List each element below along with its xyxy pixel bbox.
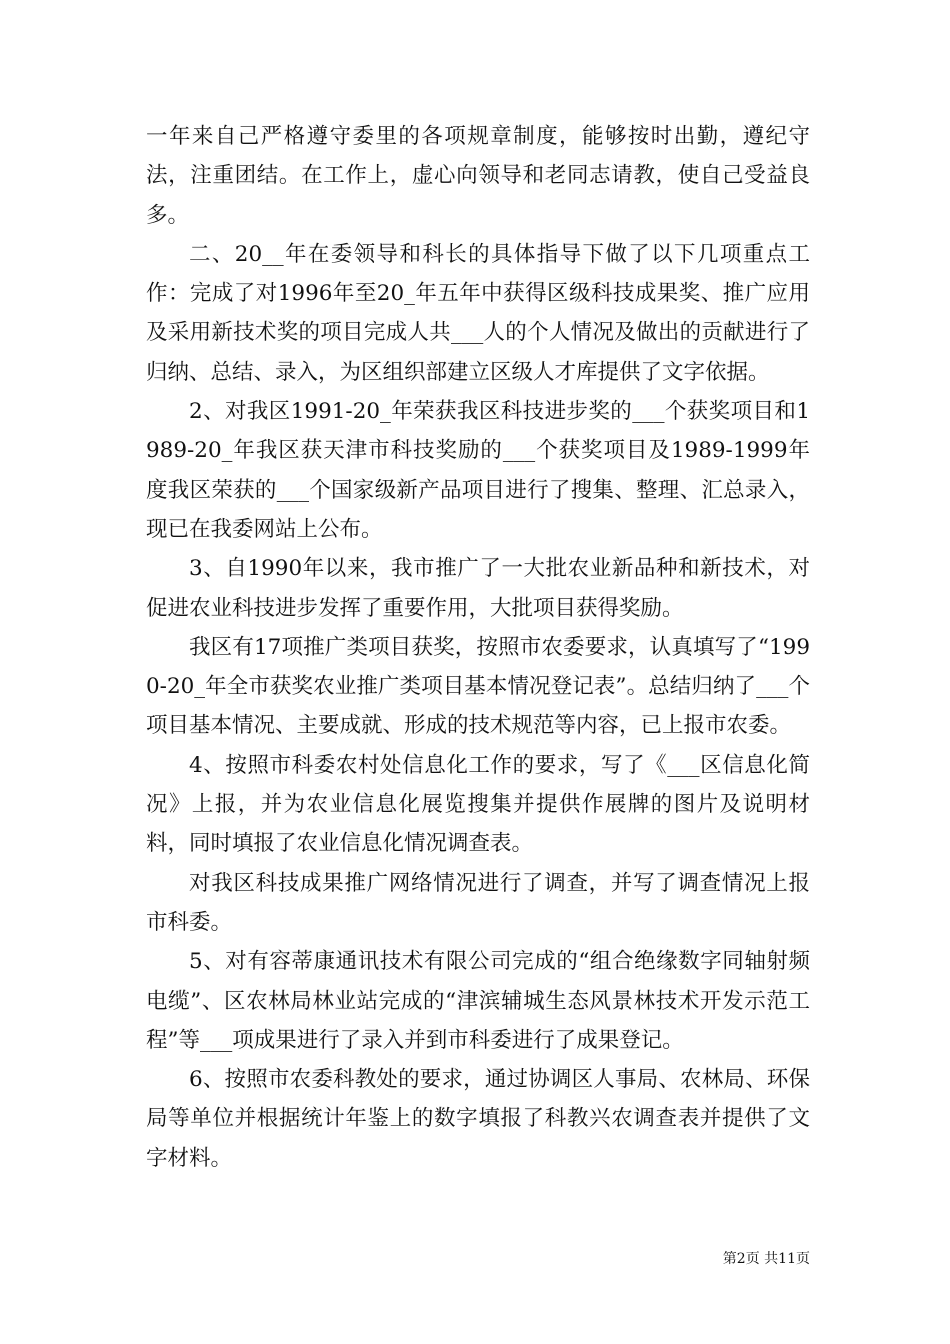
paragraph-3: 2、对我区1991-20_年荣获我区科技进步奖的___个获奖项目和1989-20_年我区获天津市科技奖励的___个获奖项目及1989-1999年度我区荣获的___个国家级新产品项目进行了搜集、整理、汇总录入，现已在我委网站上公布。	[146, 399, 810, 542]
footer-middle: 页 共	[745, 1251, 779, 1267]
paragraph-9: 6、按照市农委科教处的要求，通过协调区人事局、农林局、环保局等单位并根据统计年鉴上的数字填报了科教兴农调查表并提供了文字材料。	[146, 1067, 810, 1171]
paragraph-2: 二、20__年在委领导和科长的具体指导下做了以下几项重点工作：完成了对1996年至20_年五年中获得区级科技成果奖、推广应用及采用新技术奖的项目完成人共___人的个人情况及做出的贡献进行了归纳、总结、录入，为区组织部建立区级人才库提供了文字依据。	[146, 241, 810, 385]
footer-total-pages: 11	[778, 1251, 796, 1267]
footer-suffix: 页	[796, 1251, 810, 1267]
footer-prefix: 第	[722, 1251, 737, 1267]
footer-current-page: 2	[736, 1251, 746, 1267]
paragraph-8: 5、对有容蒂康通讯技术有限公司完成的“组合绝缘数字同轴射频电缆”、区农林局林业站完成的“津滨辅城生态风景林技术开发示范工程”等___项成果进行了录入并到市科委进行了成果登记。	[146, 949, 810, 1053]
page-footer	[660, 1248, 810, 1268]
paragraph-5: 我区有17项推广类项目获奖，按照市农委要求，认真填写了“1990-20_年全市获奖农业推广类项目基本情况登记表”。总结归纳了___个项目基本情况、主要成就、形成的技术规范等内容，已上报市农委。	[146, 634, 810, 739]
paragraph-6: 4、按照市科委农村处信息化工作的要求，写了《___区信息化简况》上报，并为农业信息化展览搜集并提供作展牌的图片及说明材料，同时填报了农业信息化情况调查表。	[146, 752, 810, 857]
paragraph-4: 3、自1990年以来，我市推广了一大批农业新品种和新技术，对促进农业科技进步发挥了重要作用，大批项目获得奖励。	[146, 556, 810, 621]
paragraph-7: 对我区科技成果推广网络情况进行了调查，并写了调查情况上报市科委。	[146, 870, 810, 935]
document-body	[146, 117, 810, 1178]
paragraph-1: 一年来自己严格遵守委里的各项规章制度，能够按时出勤，遵纪守法，注重团结。在工作上，虚心向领导和老同志请教，使自己受益良多。	[146, 124, 810, 228]
